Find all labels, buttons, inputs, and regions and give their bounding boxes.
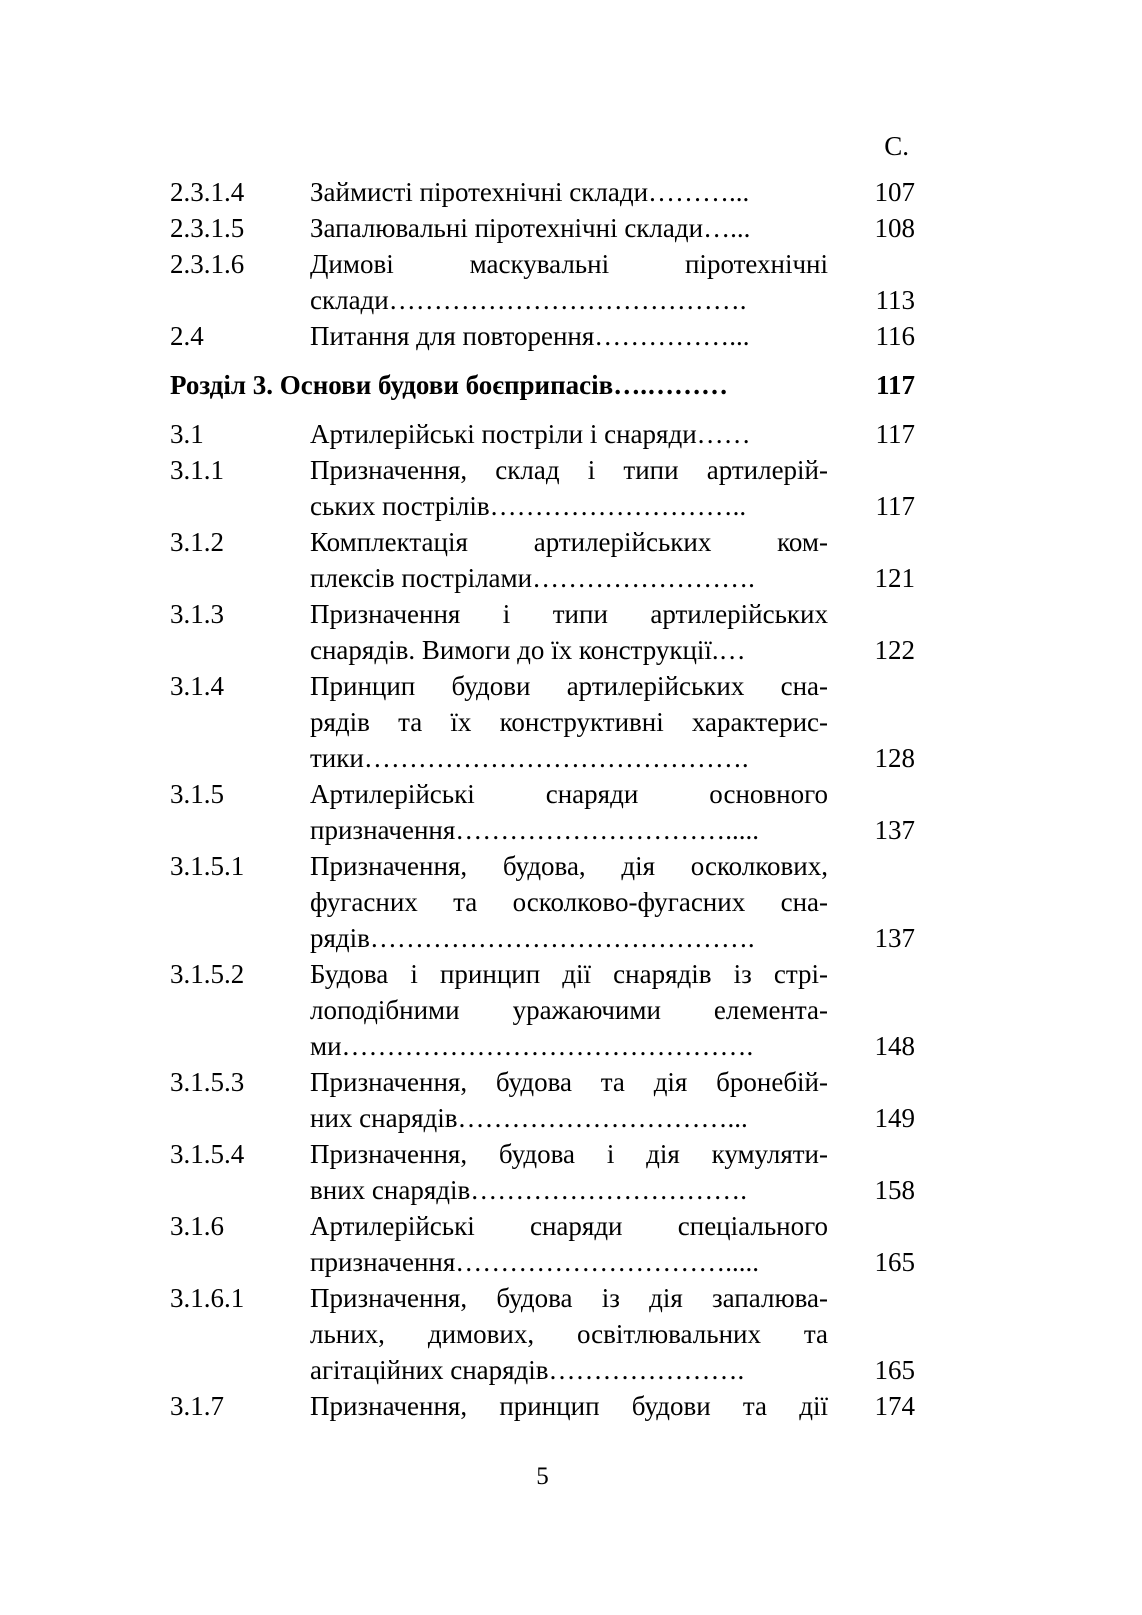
toc-title-line: рядів та їх конструктивні характерис- [310, 707, 828, 737]
toc-num: 3.1.3 [170, 599, 224, 629]
toc-title [310, 1388, 828, 1424]
toc-title-line: призначення…………………………..... [310, 815, 760, 845]
toc-page: 137 [874, 815, 915, 845]
toc-title-line: них снарядів…………………………... [310, 1103, 748, 1133]
toc-page: 121 [874, 563, 915, 593]
toc-num: 3.1.5.4 [170, 1139, 245, 1169]
toc-list [170, 174, 915, 1424]
toc-title-line: лоподібними уражаючими елемента- [310, 995, 828, 1025]
toc-num: 2.4 [170, 321, 204, 351]
toc-row [170, 416, 915, 452]
toc-title-line: Будова і принцип дії снарядів із стрі- [310, 959, 828, 989]
toc-num: 2.3.1.5 [170, 213, 245, 243]
toc-row [170, 524, 915, 596]
toc-num: 3.1.2 [170, 527, 224, 557]
toc-num: 3.1.5.2 [170, 959, 245, 989]
toc-title-line: ми………………………………………. [310, 1031, 754, 1061]
toc-title [310, 1208, 828, 1280]
toc-num: 3.1.6 [170, 1211, 224, 1241]
toc-title [310, 452, 828, 524]
toc-title-line: вних снарядів…………………………. [310, 1175, 747, 1205]
toc-title-line: Призначення і типи артилерійських [310, 599, 828, 629]
toc-num: 3.1.7 [170, 1391, 224, 1421]
toc-title-line: Займисті піротехнічні склади………... [310, 177, 750, 207]
toc-title-line: Артилерійські постріли і снаряди…… [310, 419, 751, 449]
toc-title-line: агітаційних снарядів…………………. [310, 1355, 745, 1385]
toc-page: 122 [874, 635, 915, 665]
toc-num: 3.1.1 [170, 455, 224, 485]
toc-page: 116 [875, 321, 915, 351]
toc-title-line: Принцип будови артилерійських сна- [310, 671, 828, 701]
toc-page: 165 [874, 1247, 915, 1277]
toc-title-line: Призначення, будова, дія осколкових, [310, 851, 828, 881]
toc-page: 107 [874, 177, 915, 207]
toc-row [170, 246, 915, 318]
toc-title-line: рядів……………………………………. [310, 923, 755, 953]
page-column-header: С. [884, 131, 909, 161]
toc-title [310, 210, 828, 246]
toc-title-line: призначення…………………………..... [310, 1247, 760, 1277]
toc-row [170, 848, 915, 956]
toc-row [170, 367, 915, 403]
toc-row [170, 1064, 915, 1136]
toc-row [170, 1280, 915, 1388]
footer-page-number: 5 [536, 1463, 549, 1490]
toc-title [310, 524, 828, 596]
toc-page: 148 [874, 1031, 915, 1061]
toc-page: 113 [875, 285, 915, 315]
toc-title-line: Комплектація артилерійських ком- [310, 527, 828, 557]
toc-title-line: Призначення, склад і типи артилерій- [310, 455, 828, 485]
toc-page: 128 [874, 743, 915, 773]
toc-title-line: Артилерійські снаряди спеціального [310, 1211, 828, 1241]
toc-title [310, 1280, 828, 1388]
toc-num: 3.1.5 [170, 779, 224, 809]
toc-num: 3.1.5.1 [170, 851, 245, 881]
toc-num: 2.3.1.4 [170, 177, 245, 207]
toc-row [170, 318, 915, 354]
toc-row [170, 776, 915, 848]
toc-title [170, 367, 828, 403]
toc-page: 117 [875, 370, 915, 400]
toc-row [170, 452, 915, 524]
toc-row [170, 210, 915, 246]
toc-content [170, 128, 915, 1424]
toc-num: 2.3.1.6 [170, 249, 245, 279]
toc-title-line: Запалювальні піротехнічні склади…... [310, 213, 751, 243]
toc-page: 117 [875, 491, 915, 521]
toc-title-line: фугасних та осколково-фугасних сна- [310, 887, 828, 917]
toc-title [310, 956, 828, 1064]
toc-title-line: тики……………………………………. [310, 743, 749, 773]
toc-page: 137 [874, 923, 915, 953]
toc-num: 3.1.4 [170, 671, 224, 701]
toc-row [170, 174, 915, 210]
toc-title [310, 776, 828, 848]
toc-row [170, 1136, 915, 1208]
toc-title [310, 596, 828, 668]
toc-title-line: склади…………………………………. [310, 285, 747, 315]
toc-title [310, 416, 828, 452]
toc-num: 3.1.6.1 [170, 1283, 245, 1313]
toc-title-line: Призначення, будова та дія бронебій- [310, 1067, 828, 1097]
toc-page: 165 [874, 1355, 915, 1385]
toc-title [310, 1064, 828, 1136]
toc-row [170, 1208, 915, 1280]
toc-title-line: Призначення, будова із дія запалюва- [310, 1283, 828, 1313]
toc-page: 149 [874, 1103, 915, 1133]
toc-row [170, 956, 915, 1064]
toc-title-line: Димові маскувальні піротехнічні [310, 249, 828, 279]
toc-title [310, 174, 828, 210]
toc-page: 117 [875, 419, 915, 449]
toc-title [310, 668, 828, 776]
toc-title [310, 848, 828, 956]
toc-row [170, 596, 915, 668]
toc-title-line: ських пострілів……………………….. [310, 491, 747, 521]
toc-num: 3.1 [170, 419, 204, 449]
toc-title-line: плексів пострілами……………………. [310, 563, 755, 593]
toc-title-line: снарядів. Вимоги до їх конструкції.… [310, 635, 746, 665]
toc-page: 108 [874, 213, 915, 243]
toc-title-line: льних, димових, освітлювальних та [310, 1319, 828, 1349]
toc-page: 158 [874, 1175, 915, 1205]
toc-title-line: Призначення, будова і дія кумуляти- [310, 1139, 828, 1169]
toc-row [170, 668, 915, 776]
toc-title [310, 246, 828, 318]
toc-num: 3.1.5.3 [170, 1067, 245, 1097]
toc-title-line: Розділ 3. Основи будови боєприпасів….……… [170, 370, 728, 400]
toc-title [310, 318, 828, 354]
toc-row [170, 1388, 915, 1424]
toc-page: 174 [874, 1391, 915, 1421]
toc-title [310, 1136, 828, 1208]
toc-title-line: Артилерійські снаряди основного [310, 779, 828, 809]
toc-title-line: Питання для повторення……………... [310, 321, 750, 351]
toc-title-line: Призначення, принцип будови та дії [310, 1391, 828, 1421]
